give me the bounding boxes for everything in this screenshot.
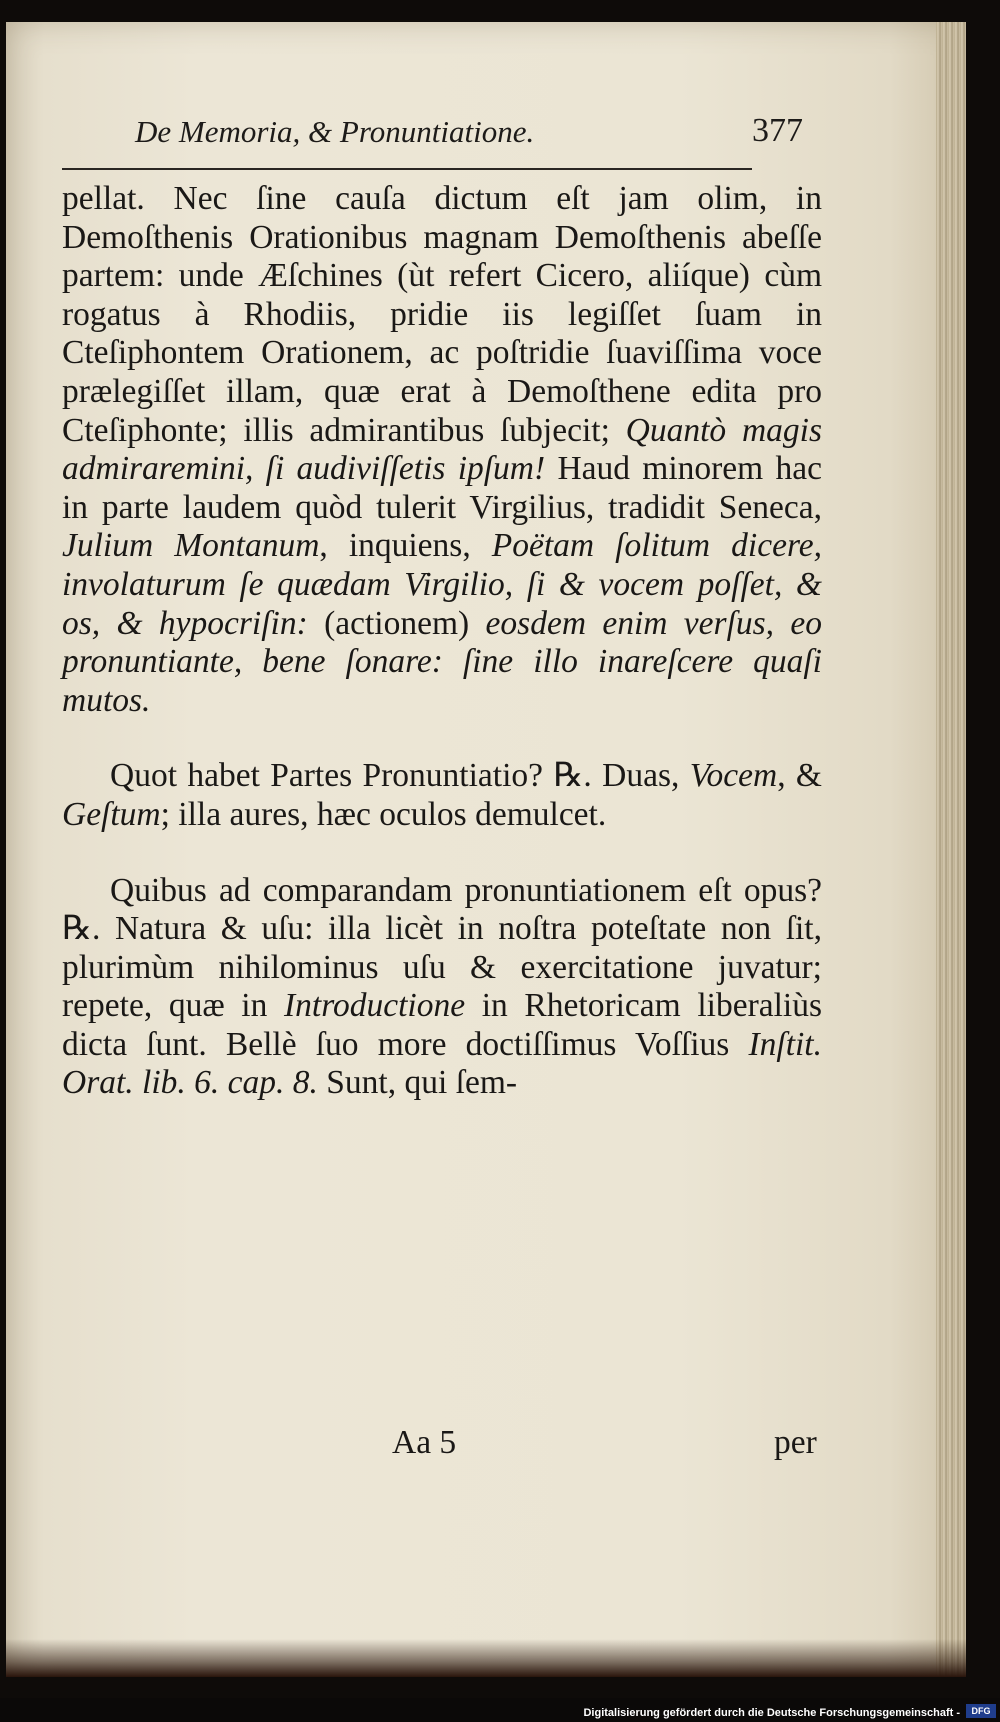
catchword: per bbox=[774, 1424, 817, 1461]
digitization-notice: Digitalisierung gefördert durch die Deutsche Forschungsgemeinschaft - bbox=[583, 1707, 960, 1719]
digitization-bar bbox=[0, 1698, 1000, 1722]
italic-run: Poëtam ſolitum dicere, involaturum ſe quædam Virgilio, ſi & vocem poſſet, & os, & hypocriſin: bbox=[62, 527, 822, 642]
italic-run: Inſtit. Orat. lib. 6. cap. 8. bbox=[62, 1025, 822, 1102]
header-rule bbox=[62, 168, 752, 170]
page-number: 377 bbox=[752, 112, 803, 149]
text-run: , inquiens, bbox=[319, 527, 492, 565]
text-run: in Rhetoricam liberaliùs dicta ſunt. Bellè ſuo more doctiſſimus Voſſius bbox=[62, 987, 822, 1063]
italic-run: Introductione bbox=[284, 987, 466, 1025]
text-run: Quot habet Partes Pronuntiatio? ℞. Duas, bbox=[110, 757, 690, 795]
dfg-logo: DFG bbox=[966, 1704, 996, 1718]
paragraph bbox=[62, 872, 822, 1104]
text-run: Sunt, qui ſem- bbox=[317, 1064, 518, 1102]
text-run: Quibus ad comparandam pronuntiationem eſt opus? ℞. Natura & uſu: illa licèt in noſtra poteſtate non ſit, plurimùm nihilominus uſu & exercitatione juvatur; repete, quæ in bbox=[62, 871, 822, 1025]
italic-run: Vocem bbox=[689, 757, 778, 795]
text-run: , & bbox=[777, 757, 822, 795]
running-head bbox=[130, 108, 830, 160]
text-run: Haud minorem hac in parte laudem quòd tulerit Virgilius, tradidit Seneca, bbox=[62, 450, 822, 526]
page-edge bbox=[936, 22, 966, 1677]
paragraph bbox=[62, 757, 822, 834]
italic-run: Quantò magis admiraremini, ſi audiviſſetis ipſum! bbox=[62, 411, 822, 488]
page-footer bbox=[62, 1424, 822, 1464]
text-run: pellat. Nec ſine cauſa dictum eſt jam olim, in Demoſthenis Orationibus magnam Demoſthenis abeſſe partem: unde Æſchines (ùt refert Cicero, aliíque) cùm rogatus à Rhodiis, pridie iis legiſſet ſuam in Cteſiphontem Orationem, ac poſtridie ſuaviſſima voce prælegiſſet illam, quæ erat à Demoſthene edita pro Cteſiphonte; illis admirantibus ſubjecit; bbox=[62, 180, 822, 449]
body-text bbox=[62, 180, 822, 1103]
signature-mark: Aa 5 bbox=[392, 1424, 457, 1461]
italic-run: eosdem enim verſus, eo pronuntiante, bene ſonare: ſine illo inareſcere quaſi mutos. bbox=[62, 604, 823, 719]
text-run: ; illa aures, hæc oculos demulcet. bbox=[160, 795, 607, 833]
italic-run: Geſtum bbox=[62, 795, 161, 833]
running-title: De Memoria, & Pronuntiatione. bbox=[135, 114, 535, 149]
italic-run: Julium Montanum bbox=[62, 527, 320, 565]
text-run: (actionem) bbox=[307, 604, 486, 642]
page-shadow bbox=[6, 1639, 966, 1677]
paragraph bbox=[62, 180, 822, 720]
